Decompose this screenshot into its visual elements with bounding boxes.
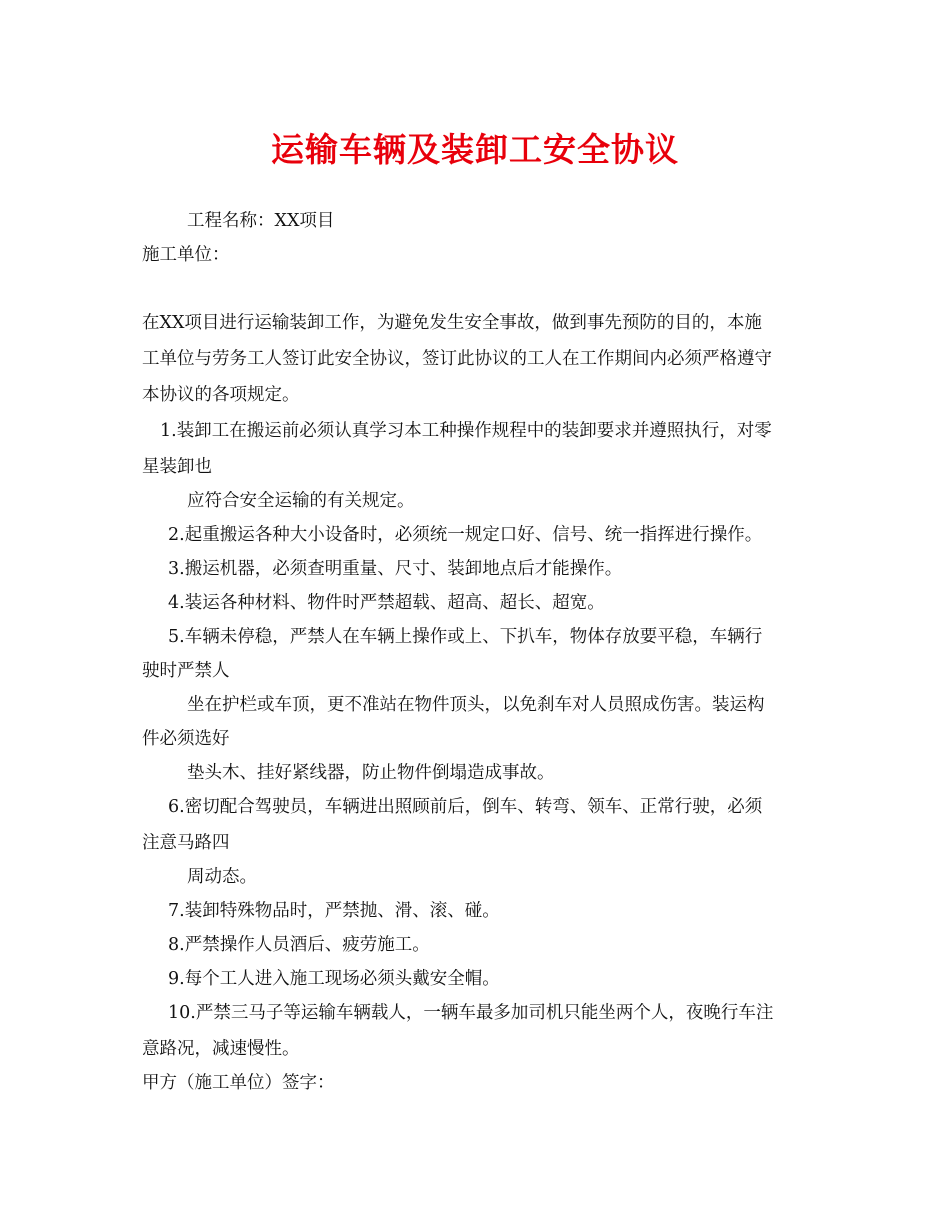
party-a-signature-line: 甲方（施工单位）签字：: [142, 1073, 335, 1093]
clause-8: 8.严禁操作人员酒后、疲劳施工。: [168, 935, 430, 955]
clause-7: 7.装卸特殊物品时，严禁抛、滑、滚、碰。: [168, 901, 500, 921]
intro-line-1: 在XX项目进行运输装卸工作，为避免发生安全事故，做到事先预防的目的，本施: [142, 313, 762, 333]
intro-line-3: 本协议的各项规定。: [142, 385, 300, 405]
clause-5-line-4: 件必须选好: [142, 729, 230, 749]
clause-6-line-1: 6.密切配合驾驶员，车辆进出照顾前后，倒车、转弯、领车、正常行驶，必须: [168, 797, 763, 817]
clause-1-line-3: 应符合安全运输的有关规定。: [187, 491, 415, 511]
clause-1-line-1: 1.装卸工在搬运前必须认真学习本工种操作规程中的装卸要求并遵照执行，对零: [160, 421, 772, 441]
project-name-line: 工程名称：XX项目: [187, 211, 335, 231]
clause-10-line-2: 意路况，减速慢性。: [142, 1039, 300, 1059]
clause-4: 4.装运各种材料、物件时严禁超载、超高、超长、超宽。: [168, 593, 605, 613]
clause-5-line-2: 驶时严禁人: [142, 661, 230, 681]
clause-5-line-1: 5.车辆未停稳，严禁人在车辆上操作或上、下扒车，物体存放要平稳，车辆行: [168, 627, 763, 647]
clause-6-line-2: 注意马路四: [142, 833, 230, 853]
clause-6-line-3: 周动态。: [187, 867, 257, 887]
clause-10-line-1: 10.严禁三马子等运输车辆载人，一辆车最多加司机只能坐两个人，夜晚行车注: [168, 1003, 774, 1023]
construction-unit-line: 施工单位：: [142, 245, 230, 265]
clause-1-line-2: 星装卸也: [142, 457, 212, 477]
clause-2: 2.起重搬运各种大小设备时，必须统一规定口好、信号、统一指挥进行操作。: [168, 525, 763, 545]
intro-line-2: 工单位与劳务工人签订此安全协议，签订此协议的工人在工作期间内必须严格遵守: [142, 349, 772, 369]
clause-5-line-3: 坐在护栏或车顶，更不准站在物件顶头，以免刹车对人员照成伤害。装运构: [187, 695, 765, 715]
clause-5-line-5: 垫头木、挂好紧线器，防止物件倒塌造成事故。: [187, 763, 555, 783]
clause-9: 9.每个工人进入施工现场必须头戴安全帽。: [168, 969, 500, 989]
clause-3: 3.搬运机器，必须查明重量、尺寸、装卸地点后才能操作。: [168, 559, 623, 579]
document-title: 运输车辆及装卸工安全协议: [271, 130, 679, 169]
